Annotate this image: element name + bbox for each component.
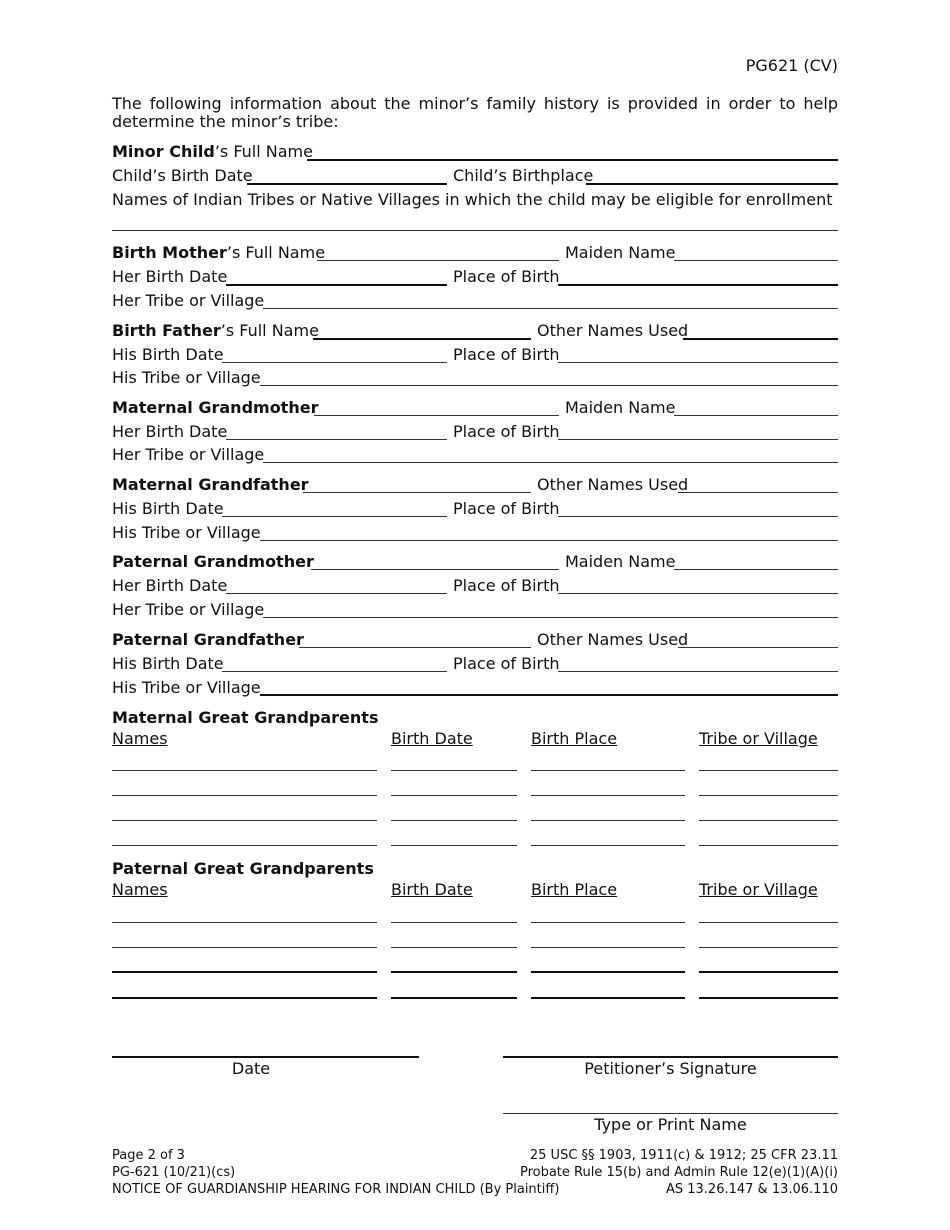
relative-birth-date-field[interactable]	[222, 516, 447, 517]
page-number: Page 2 of 3	[112, 1148, 185, 1163]
citation-usc: 25 USC §§ 1903, 1911(c) & 1912; 25 CFR 23.11	[529, 1148, 838, 1163]
relative-alt-field[interactable]	[683, 338, 838, 340]
section-title: Maternal Great Grandparents	[112, 708, 379, 727]
relative-name-field[interactable]	[317, 260, 559, 261]
birth-date-field[interactable]	[391, 922, 517, 923]
tribe-field[interactable]	[699, 820, 838, 821]
relative-tribe-label: Her Tribe or Village	[112, 445, 265, 464]
intro-paragraph: The following information about the minor’s family history is provided in order to help determine the minor’s tribe:	[112, 94, 838, 131]
name-field[interactable]	[112, 922, 377, 923]
relative-tribe-field[interactable]	[263, 462, 838, 463]
birth-date-field[interactable]	[391, 820, 517, 821]
birth-place-field[interactable]	[531, 922, 685, 923]
relative-name-label: Paternal Grandmother	[112, 552, 314, 571]
petitioner-signature-caption: Petitioner’s Signature	[584, 1059, 757, 1078]
child-name-field[interactable]	[307, 159, 838, 161]
birth-place-field[interactable]	[531, 770, 685, 771]
relative-tribe-label: Her Tribe or Village	[112, 600, 265, 619]
child-tribes-field[interactable]	[112, 230, 838, 231]
relative-name-label: Birth Mother’s Full Name	[112, 243, 326, 262]
relative-name-label: Paternal Grandfather	[112, 630, 304, 649]
relative-birthplace-field[interactable]	[558, 362, 838, 363]
relative-birthplace-field[interactable]	[558, 516, 838, 517]
relative-tribe-field[interactable]	[260, 694, 838, 696]
column-header-names: Names	[112, 880, 168, 899]
column-header-birth-date: Birth Date	[391, 729, 473, 748]
relative-birthplace-label: Place of Birth	[453, 654, 560, 673]
relative-birth-date-field[interactable]	[222, 362, 447, 363]
birth-date-field[interactable]	[391, 971, 517, 973]
tribe-field[interactable]	[699, 997, 838, 999]
column-header-birth-place: Birth Place	[531, 880, 618, 899]
relative-birth-date-label: Her Birth Date	[112, 576, 228, 595]
relative-birth-date-field[interactable]	[226, 439, 447, 440]
tribe-field[interactable]	[699, 770, 838, 771]
birth-place-field[interactable]	[531, 971, 685, 973]
column-header-birth-place: Birth Place	[531, 729, 618, 748]
child-birth-date-field[interactable]	[247, 183, 447, 185]
relative-tribe-field[interactable]	[260, 385, 838, 386]
relative-birth-date-label: His Birth Date	[112, 654, 224, 673]
birth-place-field[interactable]	[531, 845, 685, 846]
citation-probate-rule: Probate Rule 15(b) and Admin Rule 12(e)(1)(A)(i)	[519, 1165, 838, 1180]
relative-alt-label: Maiden Name	[565, 552, 676, 571]
name-field[interactable]	[112, 820, 377, 821]
relative-name-field[interactable]	[311, 569, 559, 570]
relative-birthplace-field[interactable]	[558, 671, 838, 672]
relative-tribe-label: Her Tribe or Village	[112, 291, 265, 310]
relative-birth-date-label: Her Birth Date	[112, 422, 228, 441]
tribe-field[interactable]	[699, 795, 838, 796]
child-name-label: Minor Child’s Full Name	[112, 142, 313, 161]
relative-alt-field[interactable]	[678, 492, 838, 493]
birth-date-field[interactable]	[391, 770, 517, 771]
column-header-names: Names	[112, 729, 168, 748]
birth-date-field[interactable]	[391, 997, 517, 999]
relative-name-field[interactable]	[303, 492, 531, 493]
relative-alt-label: Maiden Name	[565, 398, 676, 417]
name-field[interactable]	[112, 845, 377, 846]
relative-birthplace-field[interactable]	[558, 593, 838, 594]
relative-birth-date-field[interactable]	[222, 671, 447, 672]
form-id: PG-621 (10/21)(cs)	[112, 1165, 236, 1180]
column-header-tribe: Tribe or Village	[699, 880, 818, 899]
column-header-tribe: Tribe or Village	[699, 729, 818, 748]
relative-name-label: Birth Father’s Full Name	[112, 321, 319, 340]
relative-alt-field[interactable]	[674, 569, 838, 570]
birth-place-field[interactable]	[531, 997, 685, 999]
tribe-field[interactable]	[699, 971, 838, 973]
relative-tribe-label: His Tribe or Village	[112, 678, 261, 697]
relative-tribe-label: His Tribe or Village	[112, 368, 261, 387]
child-birth-date-label: Child’s Birth Date	[112, 166, 253, 185]
relative-birthplace-field[interactable]	[558, 284, 838, 286]
relative-tribe-label: His Tribe or Village	[112, 523, 261, 542]
child-birthplace-label: Child’s Birthplace	[453, 166, 594, 185]
name-field[interactable]	[112, 947, 377, 948]
birth-place-field[interactable]	[531, 795, 685, 796]
birth-date-field[interactable]	[391, 795, 517, 796]
relative-birth-date-field[interactable]	[226, 284, 447, 286]
relative-birth-date-field[interactable]	[226, 593, 447, 594]
print-name-line[interactable]	[503, 1113, 838, 1114]
relative-alt-field[interactable]	[674, 260, 838, 261]
date-signature-line[interactable]	[112, 1056, 419, 1058]
birth-date-field[interactable]	[391, 947, 517, 948]
relative-name-label: Maternal Grandmother	[112, 398, 319, 417]
relative-name-field[interactable]	[314, 415, 559, 416]
relative-birthplace-label: Place of Birth	[453, 345, 560, 364]
relative-birthplace-label: Place of Birth	[453, 576, 560, 595]
relative-alt-field[interactable]	[674, 415, 838, 416]
relative-name-field[interactable]	[299, 647, 531, 648]
tribe-field[interactable]	[699, 947, 838, 948]
print-name-caption: Type or Print Name	[594, 1115, 747, 1134]
relative-tribe-field[interactable]	[263, 617, 838, 618]
relative-birth-date-label: His Birth Date	[112, 499, 224, 518]
relative-alt-label: Maiden Name	[565, 243, 676, 262]
relative-birth-date-label: Her Birth Date	[112, 267, 228, 286]
relative-birthplace-label: Place of Birth	[453, 499, 560, 518]
relative-tribe-field[interactable]	[263, 308, 838, 309]
child-birthplace-field[interactable]	[586, 183, 838, 185]
birth-date-field[interactable]	[391, 845, 517, 846]
name-field[interactable]	[112, 971, 377, 973]
tribe-field[interactable]	[699, 922, 838, 923]
relative-birthplace-field[interactable]	[558, 439, 838, 440]
name-field[interactable]	[112, 997, 377, 999]
column-header-birth-date: Birth Date	[391, 880, 473, 899]
relative-alt-label: Other Names Used	[537, 321, 689, 340]
relative-alt-label: Other Names Used	[537, 630, 689, 649]
name-field[interactable]	[112, 795, 377, 796]
relative-name-label: Maternal Grandfather	[112, 475, 309, 494]
relative-alt-field[interactable]	[678, 647, 838, 648]
citation-alaska-statute: AS 13.26.147 & 13.06.110	[665, 1182, 838, 1197]
relative-alt-label: Other Names Used	[537, 475, 689, 494]
name-field[interactable]	[112, 770, 377, 771]
form-title: NOTICE OF GUARDIANSHIP HEARING FOR INDIAN CHILD (By Plaintiff)	[112, 1182, 560, 1197]
birth-place-field[interactable]	[531, 820, 685, 821]
child-tribes-label: Names of Indian Tribes or Native Villages in which the child may be eligible for enrollment	[112, 190, 833, 209]
date-caption: Date	[231, 1059, 271, 1078]
relative-birthplace-label: Place of Birth	[453, 267, 560, 286]
section-title: Paternal Great Grandparents	[112, 859, 374, 878]
relative-name-field[interactable]	[313, 338, 531, 340]
relative-tribe-field[interactable]	[260, 540, 838, 541]
form-code: PG621 (CV)	[745, 56, 838, 75]
tribe-field[interactable]	[699, 845, 838, 846]
birth-place-field[interactable]	[531, 947, 685, 948]
petitioner-signature-line[interactable]	[503, 1056, 838, 1058]
relative-birthplace-label: Place of Birth	[453, 422, 560, 441]
relative-birth-date-label: His Birth Date	[112, 345, 224, 364]
